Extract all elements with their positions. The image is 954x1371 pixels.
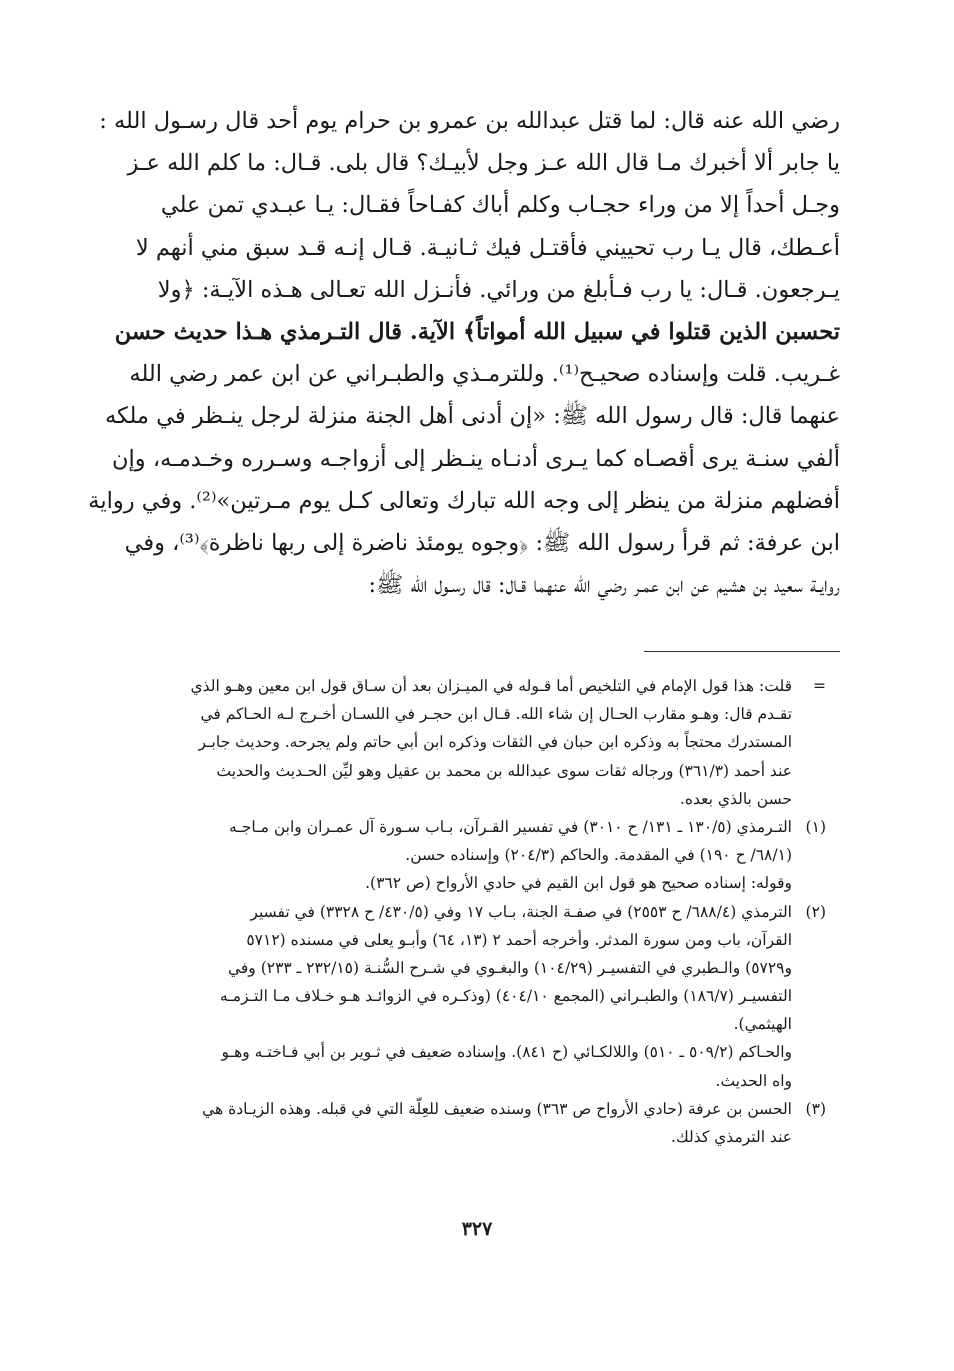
main-text-line: روايـة سعيد بن هشيم عن ابن عمـر رضي الله عنهما قـال: قال رسـول الله ﷺ: [368, 572, 840, 599]
main-text-line: عنهما قال: قال رسول الله ﷺ: «إن أدنى أهل الجنة منزلة لرجل ينـظر في ملكه [104, 403, 840, 430]
footnote-line: (٦٨/١/ ح ١٩٠) في المقدمة. والحاكم (٢٠٤/٣) وإسناده حسن. [405, 846, 792, 865]
footnote-marker: (٣) [805, 1099, 826, 1118]
footnote-1 [104, 813, 826, 869]
footnote-marker: (٢) [805, 902, 826, 921]
main-text-line: غـريب. قلت وإسناده صحيـح⁽¹⁾. وللترمـذي والطبـراني عن ابن عمر رضي الله [129, 361, 840, 388]
footnote-comment: وقوله: إسناده صحيح هو قول ابن القيم في حادي الأرواح (ص ٣٦٢). [365, 874, 792, 893]
page-number: ٣٢٧ [461, 1218, 493, 1240]
footnote-line: القرآن، باب ومن سورة المدثر. وأخرجه أحمد ٢ (١٣، ٦٤) وأبـو يعلى في مسنده (٥٧١٢ [246, 930, 792, 949]
main-text-line: رضي الله عنه قال: لما قتل عبدالله بن عمرو بن حرام يوم أحد قال رسـول الله : [99, 108, 840, 134]
footnote-line: قلت: هذا قول الإمام في التلخيص أما قـوله في الميـزان بعد أن سـاق قول ابن معين وهـو الذي [190, 677, 792, 695]
footnote-marker: = [813, 677, 826, 695]
main-text-line: وجـل أحداً إلا من وراء حجـاب وكلم أباك كفـاحاً فقـال: يـا عبـدي تمن علي [160, 192, 840, 219]
footnote-line: تقـدم قال: وهـو مقارب الحـال إن شاء الله. قـال ابن حجـر في اللسـان أخـرج لـه الحـاكم في [200, 705, 792, 724]
footnote-line: المستدرك محتجاً به وذكره ابن حبان في الثقات وذكره ابن أبي حاتم ولم يجرحه. وحديث جابـر [198, 733, 792, 752]
footnote-marker: (١) [805, 817, 826, 836]
footnote-line: الحسن بن عرفة (حادي الأرواح ص ٣٦٣) وسنده ضعيف للعِلّة التي في قبله. وهذه الزيـادة هي [202, 1099, 792, 1118]
footnote-line: عند الترمذي كذلك. [671, 1128, 792, 1146]
footnote-continuation [104, 672, 826, 813]
footnote-line: الترمذي (٦٨٨/٤/ ح ٢٥٥٣) في صفـة الجنة، بـاب ١٧ وفي (٤٣٠/٥/ ح ٣٣٢٨) في تفسير [250, 902, 792, 921]
footnote-line: التـرمذي (١٣٠/٥ ـ ١٣١/ ح ٣٠١٠) في تفسير القـرآن، بـاب سـورة آل عمـران وابن مـاجـه [228, 817, 792, 836]
footnote-comment: والحـاكم (٥٠٩/٢ ـ ٥١٠) واللالكـائي (ح ٨٤١). وإسناده ضعيف في ثـوير بن أبي فـاختـه وهـو [221, 1043, 792, 1062]
main-text-line: ألفي سنـة يرى أقصـاه كما يـرى أدنـاه ينـظر إلى أزواجـه وسـرره وخـدمـه، وإن [112, 445, 840, 472]
main-text-line-quran: ابن عرفة: ثم قرأ رسول الله ﷺ: ﴿وجوه يومئذ ناضرة إلى ربها ناظرة﴾⁽³⁾، وفي [124, 529, 840, 556]
main-text [88, 100, 840, 606]
footnotes [104, 672, 826, 1151]
main-text-line: يا جابر ألا أخبرك مـا قال الله عـز وجل لأبيـك؟ قال بلى. قـال: ما كلم الله عـز [127, 150, 840, 177]
main-text-line: أفضلهم منزلة من ينظر إلى وجه الله تبارك وتعالى كـل يوم مـرتين»⁽²⁾. وفي رواية [88, 487, 840, 514]
footnote-line: الهيثمي). [733, 1015, 792, 1034]
footnote-line: عند أحمد (٣٦١/٣) ورجاله ثقات سوى عبدالله بن محمد بن عقيل وهو ليِّن الحـديث والحديث [216, 761, 792, 780]
main-text-line: أعـطك، قال يـا رب تحييني فأقتـل فيك ثـانيـة. قـال إنـه قـد سبق مني أنهم لا [135, 234, 840, 261]
footnote-3 [104, 1095, 826, 1151]
footnote-comment: واه الحديث. [715, 1071, 792, 1090]
footnote-line: و٥٧٢٩) والـطبري في التفسيـر (١٠٤/٢٩) والبغـوي في شـرح السُّنـة (٢٣٢/١٥ ـ ٢٣٣) وفي [227, 958, 792, 977]
footnote-line: التفسيـر (١٨٦/٧) والطبـراني (المجمع ٤٠٤/١٠) (وذكـره في الزوائـد هـو خـلاف مـا التـزمـه [219, 987, 792, 1006]
footnote-line: حسن بالذي بعده. [679, 789, 792, 808]
footnote-2 [104, 898, 826, 1039]
footnote-separator [644, 651, 840, 652]
main-text-line: يـرجعون. قـال: يا رب فـأبلغ من ورائي. فأنـزل الله تعـالى هـذه الآيـة: ﴿ولا [157, 276, 840, 303]
main-text-line-quran: تحسبن الذين قتلوا في سبيل الله أمواتاً﴾ الآية. قال التـرمذي هـذا حديث حسن [114, 318, 840, 345]
